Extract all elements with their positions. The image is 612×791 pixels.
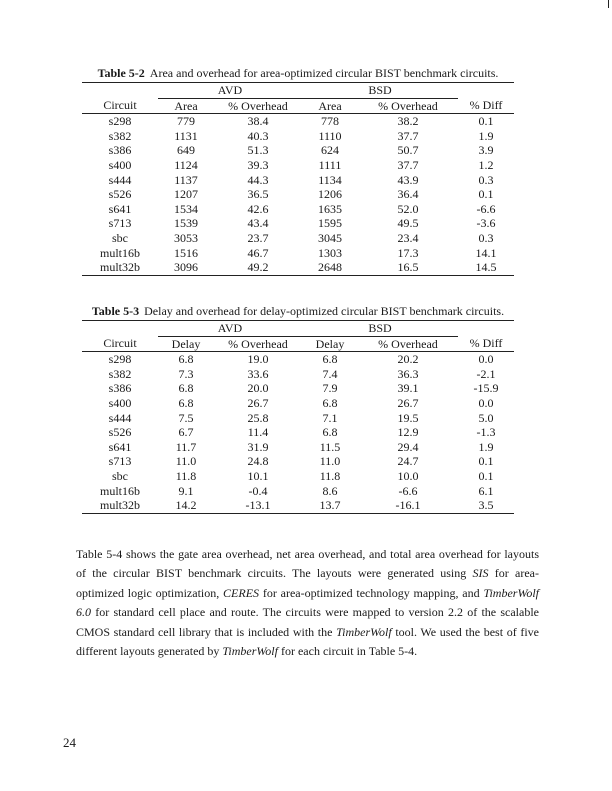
para-text: for area-optimized technology mapping, and bbox=[259, 585, 484, 600]
value-cell: 36.4 bbox=[397, 187, 419, 202]
value-cell: 51.3 bbox=[247, 143, 269, 158]
circuit-name-cell: mult32b bbox=[82, 260, 158, 275]
value-cell: 9.1 bbox=[178, 483, 194, 498]
table-row bbox=[82, 454, 514, 469]
tool-name-timberwolf: TimberWolf bbox=[336, 624, 392, 639]
value-cell: 49.2 bbox=[214, 260, 302, 275]
circuit-name-cell: s386 bbox=[108, 381, 132, 396]
value-cell: 1.2 bbox=[478, 157, 494, 172]
value-cell: 14.2 bbox=[158, 498, 214, 513]
table-label: Table 5-3 bbox=[91, 304, 140, 318]
value-cell: 24.7 bbox=[397, 454, 419, 469]
value-cell: 1137 bbox=[174, 172, 198, 187]
table-row bbox=[82, 202, 514, 217]
body-paragraph bbox=[76, 545, 539, 661]
circuit-name-cell: s526 bbox=[108, 187, 132, 202]
value-cell: 624 bbox=[321, 143, 339, 158]
value-cell: 11.4 bbox=[247, 425, 269, 440]
value-cell: 3045 bbox=[318, 230, 342, 245]
value-cell: 2648 bbox=[302, 260, 358, 275]
circuit-name-cell: s713 bbox=[108, 454, 132, 469]
value-cell: 11.5 bbox=[319, 439, 341, 454]
para-text: for standard cell place and route. The circuits were mapped to version 2.2 of the scalable CMOS standard cell library that is included with the bbox=[76, 605, 539, 639]
value-cell: -6.6 bbox=[398, 483, 418, 498]
para-text: tool. We used the best of five different layouts generated by bbox=[76, 624, 539, 659]
value-cell: 6.8 bbox=[322, 425, 338, 440]
column-header: Circuit bbox=[82, 98, 158, 114]
value-cell: 1124 bbox=[174, 157, 198, 172]
circuit-name-cell: sbc bbox=[112, 468, 128, 483]
value-cell: -13.1 bbox=[214, 498, 302, 513]
value-cell: 11.8 bbox=[175, 468, 197, 483]
value-cell: 0.0 bbox=[478, 395, 494, 410]
column-header: % Diff bbox=[458, 98, 514, 114]
value-cell: 37.7 bbox=[397, 157, 419, 172]
value-cell: 1303 bbox=[318, 245, 342, 260]
column-header: % Overhead bbox=[214, 336, 302, 352]
table-row bbox=[82, 216, 514, 231]
value-cell: 38.4 bbox=[247, 114, 269, 129]
circuit-name-cell: s400 bbox=[108, 395, 132, 410]
circuit-name-cell: s298 bbox=[108, 352, 132, 367]
value-cell: -3.6 bbox=[476, 216, 496, 231]
circuit-name-cell: s444 bbox=[108, 172, 132, 187]
value-cell: 11.0 bbox=[175, 454, 197, 469]
circuit-name-cell: mult16b bbox=[99, 245, 140, 260]
value-cell: 25.8 bbox=[247, 410, 269, 425]
table-row bbox=[82, 425, 514, 440]
table-body bbox=[82, 352, 514, 514]
value-cell: 778 bbox=[321, 114, 339, 129]
value-cell: -6.6 bbox=[476, 201, 496, 216]
value-cell: 1111 bbox=[318, 157, 342, 172]
table-5-2 bbox=[82, 66, 514, 276]
table-label: Table 5-2 bbox=[97, 66, 145, 80]
value-cell: 0.1 bbox=[478, 114, 494, 129]
value-cell: 43.4 bbox=[247, 216, 269, 231]
circuit-name-cell: s382 bbox=[108, 366, 132, 381]
value-cell: 3053 bbox=[174, 230, 198, 245]
value-cell: 0.3 bbox=[478, 230, 494, 245]
value-cell: 11.0 bbox=[319, 454, 341, 469]
value-cell: 6.8 bbox=[178, 395, 194, 410]
value-cell: 7.4 bbox=[322, 366, 338, 381]
value-cell: 36.3 bbox=[397, 366, 419, 381]
value-cell: 10.0 bbox=[397, 468, 419, 483]
circuit-name-cell: s713 bbox=[108, 216, 132, 231]
value-cell: -15.9 bbox=[473, 381, 499, 396]
value-cell: 7.5 bbox=[178, 410, 194, 425]
circuit-name-cell: s526 bbox=[108, 425, 132, 440]
table-row bbox=[82, 260, 514, 275]
value-cell: 26.7 bbox=[247, 395, 269, 410]
value-cell: 1.9 bbox=[478, 128, 494, 143]
value-cell: 12.9 bbox=[397, 425, 419, 440]
value-cell: 20.0 bbox=[247, 381, 269, 396]
value-cell: 1110 bbox=[318, 128, 342, 143]
value-cell: 0.1 bbox=[478, 468, 494, 483]
value-cell: 39.3 bbox=[247, 157, 269, 172]
value-cell: 6.8 bbox=[322, 395, 338, 410]
value-cell: 1539 bbox=[174, 216, 198, 231]
circuit-name-cell: mult16b bbox=[99, 483, 140, 498]
value-cell: 19.0 bbox=[247, 352, 269, 367]
value-cell: 0.1 bbox=[478, 187, 494, 202]
value-cell: 19.5 bbox=[397, 410, 419, 425]
value-cell: 6.8 bbox=[178, 352, 194, 367]
para-text: Table 5-4 shows the gate area overhead, net area overhead, and total area overhead for layouts of the circular BIST benchmark circuits. The layouts were generated using bbox=[76, 547, 539, 581]
value-cell: 0.0 bbox=[478, 352, 494, 367]
circuit-name-cell: mult32b bbox=[82, 498, 158, 513]
group-header-bsd: BSD bbox=[302, 83, 458, 99]
value-cell: 52.0 bbox=[397, 201, 419, 216]
value-cell: 6.1 bbox=[478, 483, 494, 498]
value-cell: -0.4 bbox=[248, 483, 268, 498]
tool-name-ceres: CERES bbox=[223, 585, 260, 600]
table-row bbox=[82, 498, 514, 513]
circuit-name-cell: s382 bbox=[108, 128, 132, 143]
column-header: % Overhead bbox=[358, 98, 458, 114]
value-cell: 0.3 bbox=[478, 172, 494, 187]
value-cell: -16.1 bbox=[358, 498, 458, 513]
table-body bbox=[82, 114, 514, 276]
table-row bbox=[82, 484, 514, 499]
para-text: for each circuit in Table 5-4. bbox=[277, 644, 418, 659]
column-header: Area bbox=[158, 98, 214, 114]
value-cell: 779 bbox=[177, 114, 195, 129]
table-caption bbox=[82, 66, 514, 80]
value-cell: 6.8 bbox=[178, 381, 194, 396]
corner-mark bbox=[608, 0, 609, 8]
tool-name-sis: SIS bbox=[472, 566, 489, 581]
value-cell: 14.1 bbox=[475, 245, 497, 260]
value-cell: 36.5 bbox=[247, 187, 269, 202]
value-cell: 7.9 bbox=[322, 381, 338, 396]
table-caption bbox=[82, 304, 514, 318]
column-header: Delay bbox=[158, 336, 214, 352]
column-header: % Overhead bbox=[358, 336, 458, 352]
circuit-name-cell: s298 bbox=[108, 114, 132, 129]
tool-name-timberwolf: TimberWolf bbox=[222, 644, 278, 659]
circuit-name-cell: sbc bbox=[112, 230, 128, 245]
column-header: % Diff bbox=[458, 336, 514, 352]
value-cell: 49.5 bbox=[397, 216, 419, 231]
value-cell: 20.2 bbox=[397, 352, 419, 367]
value-cell: 1.9 bbox=[478, 439, 494, 454]
table-5-3 bbox=[82, 304, 514, 514]
value-cell: 23.7 bbox=[247, 230, 269, 245]
value-cell: -2.1 bbox=[476, 366, 496, 381]
table-row bbox=[82, 440, 514, 455]
value-cell: 7.1 bbox=[322, 410, 338, 425]
tool-name-timberwolf: TimberWolf 6.0 bbox=[76, 585, 540, 620]
table-row bbox=[82, 367, 514, 382]
value-cell: 1516 bbox=[174, 245, 198, 260]
table-row bbox=[82, 173, 514, 188]
table-row bbox=[82, 469, 514, 484]
value-cell: 44.3 bbox=[247, 172, 269, 187]
value-cell: 42.6 bbox=[247, 201, 269, 216]
value-cell: 1131 bbox=[174, 128, 198, 143]
value-cell: 11.7 bbox=[175, 439, 197, 454]
group-header-bsd: BSD bbox=[302, 321, 458, 337]
circuit-name-cell: s444 bbox=[108, 410, 132, 425]
table-row bbox=[82, 129, 514, 144]
table-row bbox=[82, 143, 514, 158]
circuit-name-cell: s641 bbox=[108, 201, 132, 216]
value-cell: 39.1 bbox=[397, 381, 419, 396]
column-header: Area bbox=[302, 98, 358, 114]
value-cell: 29.4 bbox=[397, 439, 419, 454]
value-cell: 16.5 bbox=[358, 260, 458, 275]
value-cell: 1595 bbox=[318, 216, 342, 231]
value-cell: 50.7 bbox=[397, 143, 419, 158]
table-row bbox=[82, 381, 514, 396]
table-row bbox=[82, 246, 514, 261]
table-row bbox=[82, 411, 514, 426]
table-row bbox=[82, 352, 514, 367]
value-cell: 11.8 bbox=[319, 468, 341, 483]
value-cell: 17.3 bbox=[397, 245, 419, 260]
value-cell: 43.9 bbox=[397, 172, 419, 187]
column-header: Circuit bbox=[82, 336, 158, 352]
column-header: Delay bbox=[302, 336, 358, 352]
value-cell: 24.8 bbox=[247, 454, 269, 469]
value-cell: 26.7 bbox=[397, 395, 419, 410]
value-cell: 6.8 bbox=[322, 352, 338, 367]
para-text: for area-optimized logic optimization, bbox=[76, 566, 539, 600]
value-cell: -1.3 bbox=[476, 425, 496, 440]
value-cell: 31.9 bbox=[247, 439, 269, 454]
value-cell: 8.6 bbox=[322, 483, 338, 498]
value-cell: 1635 bbox=[318, 201, 342, 216]
value-cell: 10.1 bbox=[247, 468, 269, 483]
value-cell: 6.7 bbox=[178, 425, 194, 440]
table-row bbox=[82, 396, 514, 411]
table-caption-text: Area and overhead for area-optimized circular BIST benchmark circuits. bbox=[149, 66, 499, 80]
value-cell: 1534 bbox=[174, 201, 198, 216]
value-cell: 1206 bbox=[318, 187, 342, 202]
value-cell: 649 bbox=[177, 143, 195, 158]
value-cell: 1207 bbox=[174, 187, 198, 202]
value-cell: 7.3 bbox=[178, 366, 194, 381]
value-cell: 3.9 bbox=[478, 143, 494, 158]
circuit-name-cell: s641 bbox=[108, 439, 132, 454]
table-row bbox=[82, 114, 514, 129]
table-row bbox=[82, 231, 514, 246]
value-cell: 33.6 bbox=[247, 366, 269, 381]
circuit-name-cell: s400 bbox=[108, 157, 132, 172]
value-cell: 14.5 bbox=[458, 260, 514, 275]
value-cell: 1134 bbox=[318, 172, 342, 187]
column-header: % Overhead bbox=[214, 98, 302, 114]
value-cell: 38.2 bbox=[397, 114, 419, 129]
value-cell: 5.0 bbox=[478, 410, 494, 425]
value-cell: 40.3 bbox=[247, 128, 269, 143]
table-row bbox=[82, 187, 514, 202]
value-cell: 13.7 bbox=[302, 498, 358, 513]
value-cell: 3096 bbox=[158, 260, 214, 275]
page-number: 24 bbox=[63, 735, 76, 750]
value-cell: 23.4 bbox=[397, 230, 419, 245]
table-row bbox=[82, 158, 514, 173]
value-cell: 46.7 bbox=[247, 245, 269, 260]
circuit-name-cell: s386 bbox=[108, 143, 132, 158]
value-cell: 37.7 bbox=[397, 128, 419, 143]
table-caption-text: Delay and overhead for delay-optimized circular BIST benchmark circuits. bbox=[144, 304, 505, 318]
group-header-avd: AVD bbox=[158, 321, 302, 337]
value-cell: 0.1 bbox=[478, 454, 494, 469]
group-header-avd: AVD bbox=[158, 83, 302, 99]
value-cell: 3.5 bbox=[458, 498, 514, 513]
